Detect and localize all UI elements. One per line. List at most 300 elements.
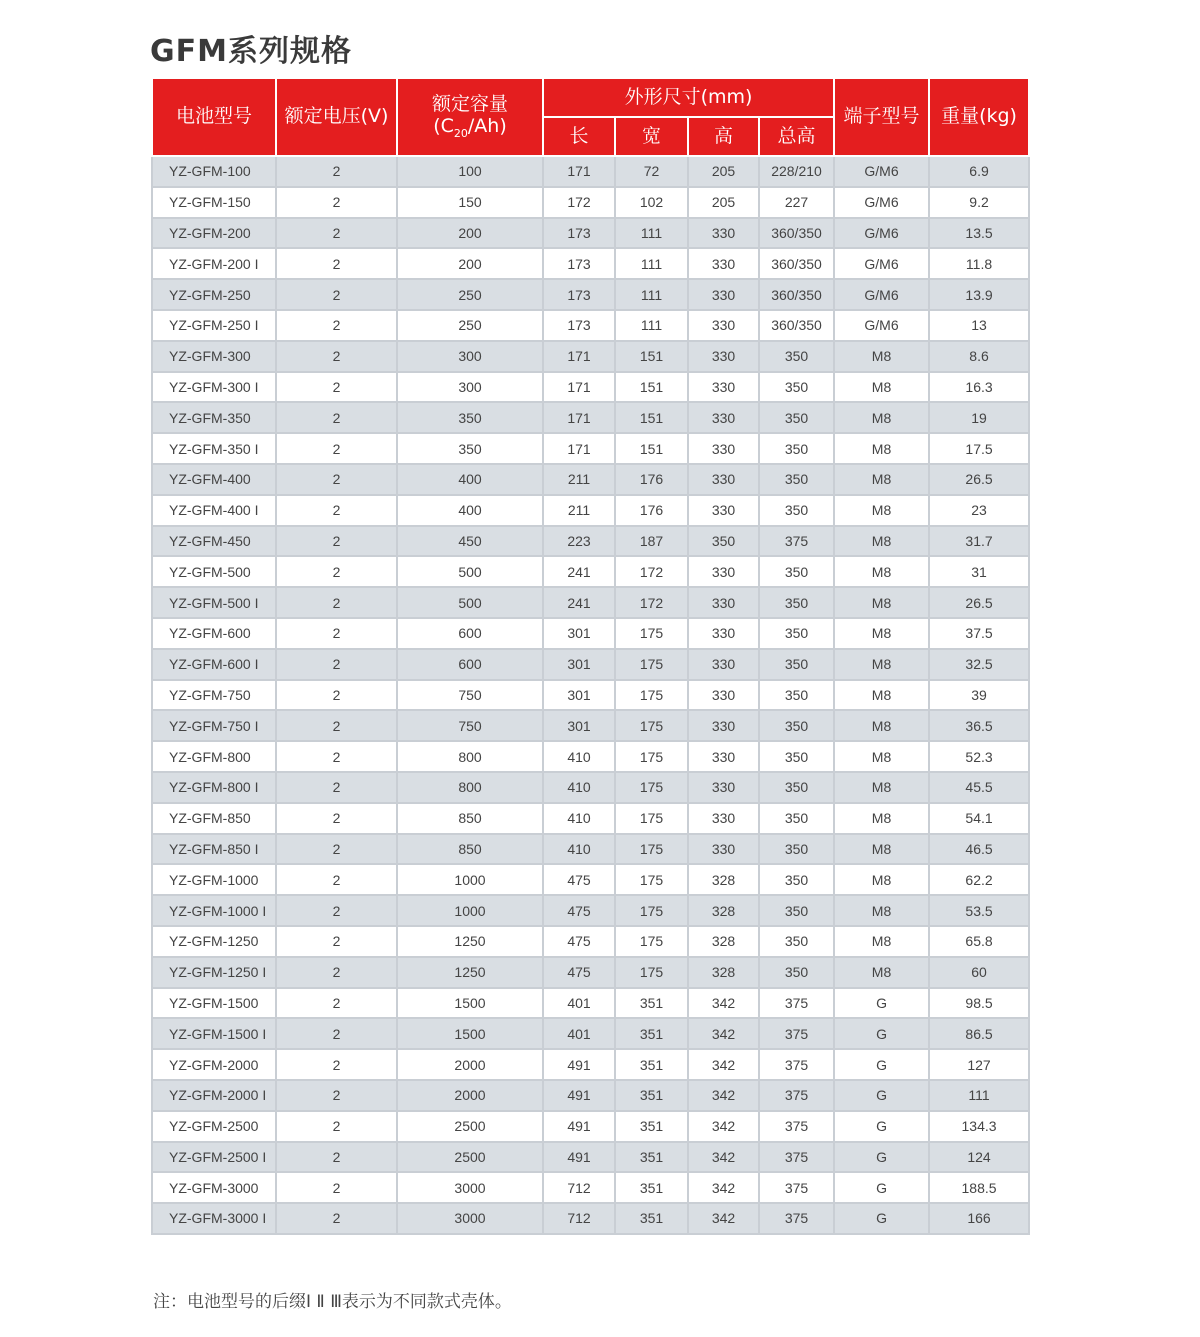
cell-weight: 31 xyxy=(929,556,1029,587)
cell-voltage: 2 xyxy=(276,1172,397,1203)
cell-width: 175 xyxy=(615,680,688,711)
cell-height: 330 xyxy=(688,618,759,649)
cell-capacity: 750 xyxy=(397,710,543,741)
cell-weight: 45.5 xyxy=(929,772,1029,803)
cell-weight: 134.3 xyxy=(929,1111,1029,1142)
cell-width: 175 xyxy=(615,618,688,649)
cell-width: 175 xyxy=(615,649,688,680)
cell-length: 475 xyxy=(543,926,615,957)
header-capacity xyxy=(397,78,543,156)
cell-total-height: 350 xyxy=(759,772,834,803)
table-row xyxy=(152,433,1029,464)
cell-height: 330 xyxy=(688,587,759,618)
cell-capacity: 2000 xyxy=(397,1049,543,1080)
table-row xyxy=(152,341,1029,372)
cell-terminal: G xyxy=(834,1049,929,1080)
cell-terminal: G/M6 xyxy=(834,310,929,341)
cell-height: 330 xyxy=(688,341,759,372)
cell-length: 223 xyxy=(543,526,615,557)
cell-length: 173 xyxy=(543,248,615,279)
cell-model: YZ-GFM-500 xyxy=(152,556,276,587)
cell-voltage: 2 xyxy=(276,741,397,772)
cell-voltage: 2 xyxy=(276,310,397,341)
cell-terminal: M8 xyxy=(834,680,929,711)
cell-total-height: 350 xyxy=(759,680,834,711)
table-row xyxy=(152,464,1029,495)
cell-width: 175 xyxy=(615,864,688,895)
cell-terminal: M8 xyxy=(834,834,929,865)
cell-voltage: 2 xyxy=(276,248,397,279)
cell-length: 410 xyxy=(543,741,615,772)
cell-capacity: 800 xyxy=(397,741,543,772)
header-capacity-unit: /Ah) xyxy=(467,114,507,137)
header-length: 长 xyxy=(543,117,615,156)
cell-model: YZ-GFM-500 I xyxy=(152,587,276,618)
table-row xyxy=(152,248,1029,279)
cell-width: 351 xyxy=(615,1080,688,1111)
cell-weight: 26.5 xyxy=(929,464,1029,495)
cell-height: 205 xyxy=(688,156,759,187)
cell-voltage: 2 xyxy=(276,957,397,988)
header-dimensions: 外形尺寸(mm) xyxy=(543,78,834,117)
cell-weight: 6.9 xyxy=(929,156,1029,187)
cell-total-height: 350 xyxy=(759,556,834,587)
cell-length: 410 xyxy=(543,772,615,803)
cell-length: 171 xyxy=(543,341,615,372)
cell-model: YZ-GFM-350 xyxy=(152,402,276,433)
cell-terminal: G xyxy=(834,1203,929,1234)
cell-height: 342 xyxy=(688,1049,759,1080)
cell-capacity: 400 xyxy=(397,495,543,526)
spec-table xyxy=(151,77,1030,1235)
table-row xyxy=(152,402,1029,433)
cell-model: YZ-GFM-1000 xyxy=(152,864,276,895)
cell-length: 173 xyxy=(543,218,615,249)
cell-weight: 13 xyxy=(929,310,1029,341)
cell-weight: 53.5 xyxy=(929,895,1029,926)
cell-terminal: M8 xyxy=(834,926,929,957)
table-row xyxy=(152,1049,1029,1080)
cell-length: 171 xyxy=(543,433,615,464)
cell-total-height: 350 xyxy=(759,926,834,957)
cell-voltage: 2 xyxy=(276,803,397,834)
cell-height: 342 xyxy=(688,1080,759,1111)
cell-height: 330 xyxy=(688,402,759,433)
cell-width: 351 xyxy=(615,1049,688,1080)
cell-model: YZ-GFM-750 xyxy=(152,680,276,711)
cell-voltage: 2 xyxy=(276,556,397,587)
cell-model: YZ-GFM-3000 xyxy=(152,1172,276,1203)
cell-voltage: 2 xyxy=(276,1080,397,1111)
cell-capacity: 500 xyxy=(397,556,543,587)
cell-total-height: 350 xyxy=(759,495,834,526)
cell-length: 475 xyxy=(543,895,615,926)
table-row xyxy=(152,649,1029,680)
cell-width: 175 xyxy=(615,741,688,772)
cell-height: 330 xyxy=(688,433,759,464)
cell-width: 111 xyxy=(615,248,688,279)
table-row xyxy=(152,1172,1029,1203)
table-row xyxy=(152,556,1029,587)
cell-length: 301 xyxy=(543,680,615,711)
cell-model: YZ-GFM-850 xyxy=(152,803,276,834)
cell-length: 241 xyxy=(543,587,615,618)
cell-length: 171 xyxy=(543,402,615,433)
cell-height: 330 xyxy=(688,834,759,865)
cell-capacity: 200 xyxy=(397,218,543,249)
cell-voltage: 2 xyxy=(276,156,397,187)
cell-capacity: 200 xyxy=(397,248,543,279)
cell-capacity: 1250 xyxy=(397,957,543,988)
cell-terminal: M8 xyxy=(834,772,929,803)
table-row xyxy=(152,895,1029,926)
cell-model: YZ-GFM-600 xyxy=(152,618,276,649)
cell-model: YZ-GFM-2000 I xyxy=(152,1080,276,1111)
cell-total-height: 350 xyxy=(759,895,834,926)
cell-length: 491 xyxy=(543,1080,615,1111)
cell-voltage: 2 xyxy=(276,433,397,464)
page-title: GFM系列规格 xyxy=(150,34,352,69)
cell-capacity: 2500 xyxy=(397,1142,543,1173)
cell-voltage: 2 xyxy=(276,1142,397,1173)
cell-length: 172 xyxy=(543,187,615,218)
cell-model: YZ-GFM-800 I xyxy=(152,772,276,803)
cell-total-height: 350 xyxy=(759,618,834,649)
cell-model: YZ-GFM-2000 xyxy=(152,1049,276,1080)
cell-weight: 13.9 xyxy=(929,279,1029,310)
cell-voltage: 2 xyxy=(276,988,397,1019)
cell-voltage: 2 xyxy=(276,279,397,310)
header-capacity-c: (C xyxy=(433,114,454,137)
cell-capacity: 750 xyxy=(397,680,543,711)
cell-terminal: M8 xyxy=(834,957,929,988)
cell-voltage: 2 xyxy=(276,187,397,218)
cell-voltage: 2 xyxy=(276,526,397,557)
cell-width: 351 xyxy=(615,1142,688,1173)
table-row xyxy=(152,310,1029,341)
cell-voltage: 2 xyxy=(276,834,397,865)
cell-width: 151 xyxy=(615,341,688,372)
cell-model: YZ-GFM-850 I xyxy=(152,834,276,865)
cell-weight: 23 xyxy=(929,495,1029,526)
cell-model: YZ-GFM-2500 xyxy=(152,1111,276,1142)
cell-terminal: G xyxy=(834,1111,929,1142)
cell-height: 330 xyxy=(688,495,759,526)
cell-voltage: 2 xyxy=(276,1018,397,1049)
header-voltage: 额定电压(V) xyxy=(276,78,397,156)
cell-weight: 13.5 xyxy=(929,218,1029,249)
cell-terminal: G xyxy=(834,1172,929,1203)
cell-model: YZ-GFM-300 xyxy=(152,341,276,372)
footnote: 注：电池型号的后缀Ⅰ Ⅱ Ⅲ表示为不同款式壳体。 xyxy=(153,1292,512,1312)
cell-length: 410 xyxy=(543,803,615,834)
cell-weight: 17.5 xyxy=(929,433,1029,464)
cell-length: 211 xyxy=(543,464,615,495)
cell-total-height: 375 xyxy=(759,1142,834,1173)
cell-terminal: M8 xyxy=(834,895,929,926)
cell-total-height: 350 xyxy=(759,433,834,464)
cell-terminal: M8 xyxy=(834,710,929,741)
cell-length: 401 xyxy=(543,988,615,1019)
cell-width: 176 xyxy=(615,464,688,495)
cell-terminal: M8 xyxy=(834,495,929,526)
table-row xyxy=(152,680,1029,711)
cell-total-height: 350 xyxy=(759,341,834,372)
cell-terminal: G xyxy=(834,988,929,1019)
cell-capacity: 3000 xyxy=(397,1172,543,1203)
header-total-height: 总高 xyxy=(759,117,834,156)
table-row xyxy=(152,1080,1029,1111)
table-row xyxy=(152,1018,1029,1049)
cell-length: 712 xyxy=(543,1172,615,1203)
cell-voltage: 2 xyxy=(276,341,397,372)
cell-height: 330 xyxy=(688,248,759,279)
cell-weight: 124 xyxy=(929,1142,1029,1173)
cell-weight: 188.5 xyxy=(929,1172,1029,1203)
table-row xyxy=(152,772,1029,803)
table-row xyxy=(152,1111,1029,1142)
cell-capacity: 150 xyxy=(397,187,543,218)
cell-voltage: 2 xyxy=(276,649,397,680)
cell-total-height: 360/350 xyxy=(759,218,834,249)
cell-weight: 11.8 xyxy=(929,248,1029,279)
cell-voltage: 2 xyxy=(276,895,397,926)
cell-length: 491 xyxy=(543,1049,615,1080)
cell-model: YZ-GFM-400 xyxy=(152,464,276,495)
cell-weight: 111 xyxy=(929,1080,1029,1111)
cell-width: 351 xyxy=(615,1018,688,1049)
cell-height: 328 xyxy=(688,895,759,926)
cell-height: 342 xyxy=(688,1018,759,1049)
cell-total-height: 350 xyxy=(759,464,834,495)
table-row xyxy=(152,218,1029,249)
cell-capacity: 400 xyxy=(397,464,543,495)
header-weight: 重量(kg) xyxy=(929,78,1029,156)
cell-model: YZ-GFM-1250 xyxy=(152,926,276,957)
cell-voltage: 2 xyxy=(276,710,397,741)
table-row xyxy=(152,156,1029,187)
cell-voltage: 2 xyxy=(276,495,397,526)
header-model: 电池型号 xyxy=(152,78,276,156)
cell-length: 475 xyxy=(543,957,615,988)
table-row xyxy=(152,1142,1029,1173)
cell-width: 151 xyxy=(615,372,688,403)
cell-height: 205 xyxy=(688,187,759,218)
cell-total-height: 350 xyxy=(759,710,834,741)
cell-height: 328 xyxy=(688,957,759,988)
cell-width: 351 xyxy=(615,1111,688,1142)
cell-total-height: 375 xyxy=(759,988,834,1019)
cell-weight: 86.5 xyxy=(929,1018,1029,1049)
table-row xyxy=(152,864,1029,895)
table-row xyxy=(152,187,1029,218)
cell-terminal: M8 xyxy=(834,341,929,372)
cell-height: 330 xyxy=(688,464,759,495)
table-row xyxy=(152,741,1029,772)
header-height: 高 xyxy=(688,117,759,156)
cell-weight: 37.5 xyxy=(929,618,1029,649)
cell-terminal: M8 xyxy=(834,402,929,433)
cell-length: 241 xyxy=(543,556,615,587)
cell-length: 171 xyxy=(543,156,615,187)
cell-total-height: 360/350 xyxy=(759,279,834,310)
cell-total-height: 350 xyxy=(759,741,834,772)
cell-terminal: M8 xyxy=(834,803,929,834)
cell-height: 342 xyxy=(688,988,759,1019)
table-row xyxy=(152,803,1029,834)
cell-capacity: 300 xyxy=(397,372,543,403)
cell-capacity: 450 xyxy=(397,526,543,557)
cell-total-height: 350 xyxy=(759,834,834,865)
cell-terminal: G/M6 xyxy=(834,248,929,279)
cell-weight: 31.7 xyxy=(929,526,1029,557)
table-row xyxy=(152,1203,1029,1234)
cell-total-height: 350 xyxy=(759,864,834,895)
table-row xyxy=(152,618,1029,649)
cell-voltage: 2 xyxy=(276,680,397,711)
cell-weight: 39 xyxy=(929,680,1029,711)
cell-width: 175 xyxy=(615,957,688,988)
cell-voltage: 2 xyxy=(276,464,397,495)
cell-voltage: 2 xyxy=(276,402,397,433)
cell-model: YZ-GFM-250 xyxy=(152,279,276,310)
cell-width: 111 xyxy=(615,310,688,341)
cell-capacity: 500 xyxy=(397,587,543,618)
cell-height: 330 xyxy=(688,803,759,834)
cell-voltage: 2 xyxy=(276,864,397,895)
table-row xyxy=(152,495,1029,526)
table-row xyxy=(152,372,1029,403)
cell-length: 211 xyxy=(543,495,615,526)
cell-height: 342 xyxy=(688,1142,759,1173)
cell-model: YZ-GFM-1250 I xyxy=(152,957,276,988)
cell-model: YZ-GFM-350 I xyxy=(152,433,276,464)
cell-total-height: 350 xyxy=(759,957,834,988)
cell-total-height: 360/350 xyxy=(759,248,834,279)
cell-model: YZ-GFM-200 I xyxy=(152,248,276,279)
cell-total-height: 350 xyxy=(759,402,834,433)
cell-terminal: M8 xyxy=(834,556,929,587)
cell-voltage: 2 xyxy=(276,772,397,803)
cell-voltage: 2 xyxy=(276,926,397,957)
cell-height: 328 xyxy=(688,864,759,895)
cell-height: 330 xyxy=(688,556,759,587)
cell-voltage: 2 xyxy=(276,618,397,649)
cell-capacity: 1500 xyxy=(397,1018,543,1049)
cell-length: 475 xyxy=(543,864,615,895)
cell-voltage: 2 xyxy=(276,372,397,403)
cell-height: 330 xyxy=(688,649,759,680)
cell-model: YZ-GFM-1500 xyxy=(152,988,276,1019)
cell-height: 330 xyxy=(688,741,759,772)
cell-terminal: G xyxy=(834,1080,929,1111)
cell-capacity: 3000 xyxy=(397,1203,543,1234)
cell-height: 342 xyxy=(688,1111,759,1142)
cell-width: 72 xyxy=(615,156,688,187)
cell-length: 410 xyxy=(543,834,615,865)
cell-terminal: M8 xyxy=(834,464,929,495)
cell-terminal: M8 xyxy=(834,372,929,403)
cell-voltage: 2 xyxy=(276,1111,397,1142)
table-header xyxy=(152,78,1029,156)
cell-model: YZ-GFM-100 xyxy=(152,156,276,187)
cell-length: 491 xyxy=(543,1111,615,1142)
cell-capacity: 600 xyxy=(397,649,543,680)
cell-capacity: 1250 xyxy=(397,926,543,957)
cell-total-height: 375 xyxy=(759,526,834,557)
cell-voltage: 2 xyxy=(276,587,397,618)
cell-length: 301 xyxy=(543,618,615,649)
cell-height: 330 xyxy=(688,680,759,711)
cell-width: 102 xyxy=(615,187,688,218)
cell-width: 187 xyxy=(615,526,688,557)
cell-capacity: 1000 xyxy=(397,864,543,895)
cell-weight: 65.8 xyxy=(929,926,1029,957)
cell-total-height: 375 xyxy=(759,1203,834,1234)
cell-model: YZ-GFM-3000 I xyxy=(152,1203,276,1234)
cell-length: 712 xyxy=(543,1203,615,1234)
cell-terminal: G/M6 xyxy=(834,218,929,249)
table-row xyxy=(152,710,1029,741)
cell-length: 401 xyxy=(543,1018,615,1049)
cell-capacity: 350 xyxy=(397,402,543,433)
cell-capacity: 2000 xyxy=(397,1080,543,1111)
cell-capacity: 850 xyxy=(397,803,543,834)
cell-width: 175 xyxy=(615,895,688,926)
cell-model: YZ-GFM-2500 I xyxy=(152,1142,276,1173)
table-row xyxy=(152,957,1029,988)
cell-height: 330 xyxy=(688,310,759,341)
cell-width: 151 xyxy=(615,402,688,433)
cell-weight: 26.5 xyxy=(929,587,1029,618)
cell-model: YZ-GFM-800 xyxy=(152,741,276,772)
cell-total-height: 375 xyxy=(759,1111,834,1142)
cell-capacity: 2500 xyxy=(397,1111,543,1142)
table-row xyxy=(152,279,1029,310)
cell-width: 176 xyxy=(615,495,688,526)
cell-width: 351 xyxy=(615,1172,688,1203)
cell-terminal: G/M6 xyxy=(834,187,929,218)
cell-terminal: G xyxy=(834,1142,929,1173)
cell-width: 111 xyxy=(615,279,688,310)
cell-total-height: 350 xyxy=(759,803,834,834)
cell-capacity: 850 xyxy=(397,834,543,865)
cell-height: 330 xyxy=(688,772,759,803)
cell-width: 175 xyxy=(615,772,688,803)
cell-terminal: M8 xyxy=(834,864,929,895)
cell-width: 351 xyxy=(615,988,688,1019)
cell-voltage: 2 xyxy=(276,1049,397,1080)
cell-height: 330 xyxy=(688,218,759,249)
cell-total-height: 350 xyxy=(759,372,834,403)
table-row xyxy=(152,988,1029,1019)
cell-capacity: 1500 xyxy=(397,988,543,1019)
cell-capacity: 300 xyxy=(397,341,543,372)
cell-length: 301 xyxy=(543,710,615,741)
cell-capacity: 100 xyxy=(397,156,543,187)
table-row xyxy=(152,834,1029,865)
cell-total-height: 350 xyxy=(759,649,834,680)
cell-height: 330 xyxy=(688,372,759,403)
cell-model: YZ-GFM-450 xyxy=(152,526,276,557)
cell-total-height: 375 xyxy=(759,1049,834,1080)
cell-model: YZ-GFM-400 I xyxy=(152,495,276,526)
cell-width: 175 xyxy=(615,710,688,741)
cell-voltage: 2 xyxy=(276,218,397,249)
cell-length: 301 xyxy=(543,649,615,680)
table-row xyxy=(152,926,1029,957)
table-body xyxy=(152,156,1029,1234)
